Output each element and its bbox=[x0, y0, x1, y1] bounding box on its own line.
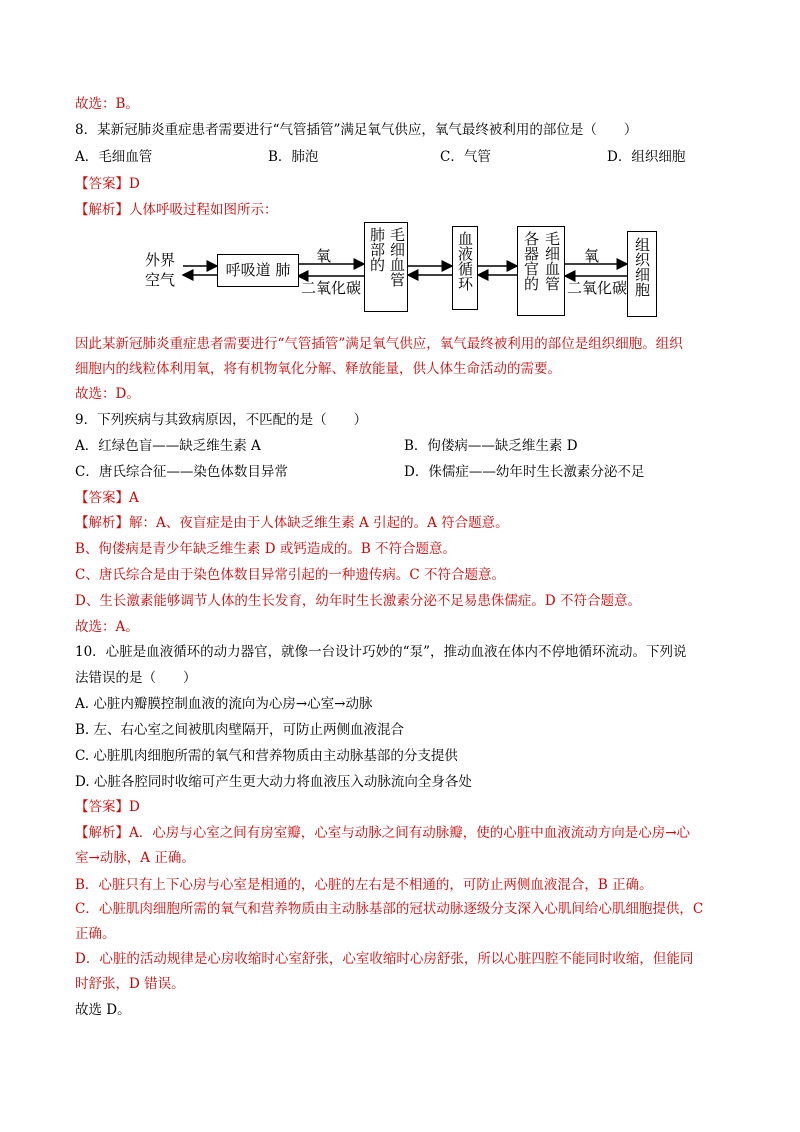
q9-analysis-4: D、生长激素能够调节人体的生长发育，幼年时生长激素分泌不足易患侏儒症。D 不符合题意。 bbox=[75, 593, 641, 609]
answer-tag: 【答案】 bbox=[75, 799, 129, 815]
q9-analysis-3: C、唐氏综合是由于染色体数目异常引起的一种遗传病。C 不符合题意。 bbox=[75, 567, 505, 583]
airway-lung-box: 呼吸道 肺 bbox=[217, 254, 299, 287]
outside-air-label: 外界 空气 bbox=[145, 251, 176, 289]
q8-option-b: B．肺泡 bbox=[268, 149, 319, 165]
organ-capillaries-box: 毛细血管 各器官的 bbox=[517, 226, 565, 316]
analysis-tag: 【解析】 bbox=[75, 825, 129, 841]
q9-answer: A bbox=[129, 490, 139, 506]
q9-option-a: A．红绿色盲——缺乏维生素 A bbox=[75, 438, 261, 454]
q10-question-2: 法错误的是（ ） bbox=[75, 670, 197, 686]
q8-explain-1: 因此某新冠肺炎重症患者需要进行“气管插管”满足氧气供应，氧气最终被利用的部位是组织细胞。组织 bbox=[75, 336, 683, 352]
q10-analysis-3a: C．心脏肌肉细胞所需的氧气和营养物质由主动脉基部的冠状动脉逐级分支深入心肌间给心肌细胞提供，C bbox=[75, 901, 704, 917]
q10-analysis-1a-line: 【解析】A．心房与心室之间有房室瓣，心室与动脉之间有动脉瓣，使的心脏中血液流动方向是心房→心 bbox=[75, 825, 691, 841]
q9-conclusion: 故选：A。 bbox=[75, 619, 139, 635]
q9-answer-line bbox=[75, 488, 139, 508]
q10-analysis-3b: 正确。 bbox=[75, 926, 116, 942]
q10-option-c: C. 心脏肌肉细胞所需的氧气和营养物质由主动脉基部的分支提供 bbox=[75, 748, 458, 764]
tissue-cells-box: 组织细胞 bbox=[627, 231, 657, 317]
oxygen-label-2: 氧 bbox=[584, 247, 600, 265]
q10-answer-line bbox=[75, 797, 140, 817]
q10-analysis-4a: D．心脏的活动规律是心房收缩时心室舒张，心室收缩时心房舒张，所以心脏四腔不能同时收缩，但能同 bbox=[75, 951, 694, 967]
q9-question: 9．下列疾病与其致病原因，不匹配的是（ ） bbox=[75, 412, 368, 428]
q9-option-c: C．唐氏综合征——染色体数目异常 bbox=[75, 464, 288, 480]
co2-label-2: 二氧化碳 bbox=[567, 279, 628, 297]
q8-conclusion: 故选：D。 bbox=[75, 386, 140, 402]
q7-conclusion: 故选：B。 bbox=[75, 96, 139, 112]
q10-analysis-4b: 时舒张，D 错误。 bbox=[75, 976, 185, 992]
analysis-tag: 【解析】 bbox=[75, 202, 129, 218]
q9-analysis-2: B、佝偻病是青少年缺乏维生素 D 或钙造成的。B 不符合题意。 bbox=[75, 541, 457, 557]
q8-answer: D bbox=[129, 176, 140, 192]
oxygen-label-1: 氧 bbox=[316, 247, 332, 265]
q8-analysis-intro: 人体呼吸过程如图所示： bbox=[129, 202, 278, 218]
q8-option-a: A．毛细血管 bbox=[75, 149, 153, 165]
q10-question-1: 10．心脏是血液循环的动力器官，就像一台设计巧妙的“泵”，推动血液在体内不停地循环流动。下列说 bbox=[75, 644, 687, 660]
co2-label-1: 二氧化碳 bbox=[301, 279, 362, 297]
q9-option-d: D．侏儒症——幼年时生长激素分泌不足 bbox=[404, 464, 645, 480]
q9-option-b: B．佝偻病——缺乏维生素 D bbox=[404, 438, 578, 454]
q8-option-d: D．组织细胞 bbox=[607, 149, 686, 165]
q8-answer-line bbox=[75, 174, 140, 194]
q10-analysis-2: B．心脏只有上下心房与心室是相通的，心脏的左右是不相通的，可防止两侧血液混合，B 正确。 bbox=[75, 877, 653, 893]
answer-tag: 【答案】 bbox=[75, 176, 129, 192]
q8-question: 8．某新冠肺炎重症患者需要进行“气管插管”满足氧气供应，氧气最终被利用的部位是（ ） bbox=[75, 122, 638, 138]
answer-tag: 【答案】 bbox=[75, 490, 129, 506]
lung-capillaries-box: 毛细血管 肺部的 bbox=[364, 222, 408, 312]
q10-option-b: B. 左、右心室之间被肌肉壁隔开，可防止两侧血液混合 bbox=[75, 722, 405, 738]
q8-analysis-intro-line bbox=[75, 200, 278, 220]
q10-option-a: A. 心脏内瓣膜控制血液的流向为心房→心室→动脉 bbox=[75, 696, 373, 712]
q10-analysis-1b: 室→动脉，A 正确。 bbox=[75, 850, 195, 866]
q10-answer: D bbox=[129, 799, 140, 815]
q8-option-c: C．气管 bbox=[440, 149, 491, 165]
q10-option-d: D. 心脏各腔同时收缩可产生更大动力将血液压入动脉流向全身各处 bbox=[75, 774, 472, 790]
q10-conclusion: 故选 D。 bbox=[75, 1002, 131, 1018]
q9-analysis-line-1: 【解析】解：A、夜盲症是由于人体缺乏维生素 A 引起的。A 符合题意。 bbox=[75, 515, 509, 531]
analysis-tag: 【解析】 bbox=[75, 515, 129, 531]
blood-circulation-box: 血液循环 bbox=[452, 226, 478, 310]
q8-explain-2: 细胞内的线粒体利用氧，将有机物氧化分解、释放能量，供人体生命活动的需要。 bbox=[75, 361, 561, 377]
